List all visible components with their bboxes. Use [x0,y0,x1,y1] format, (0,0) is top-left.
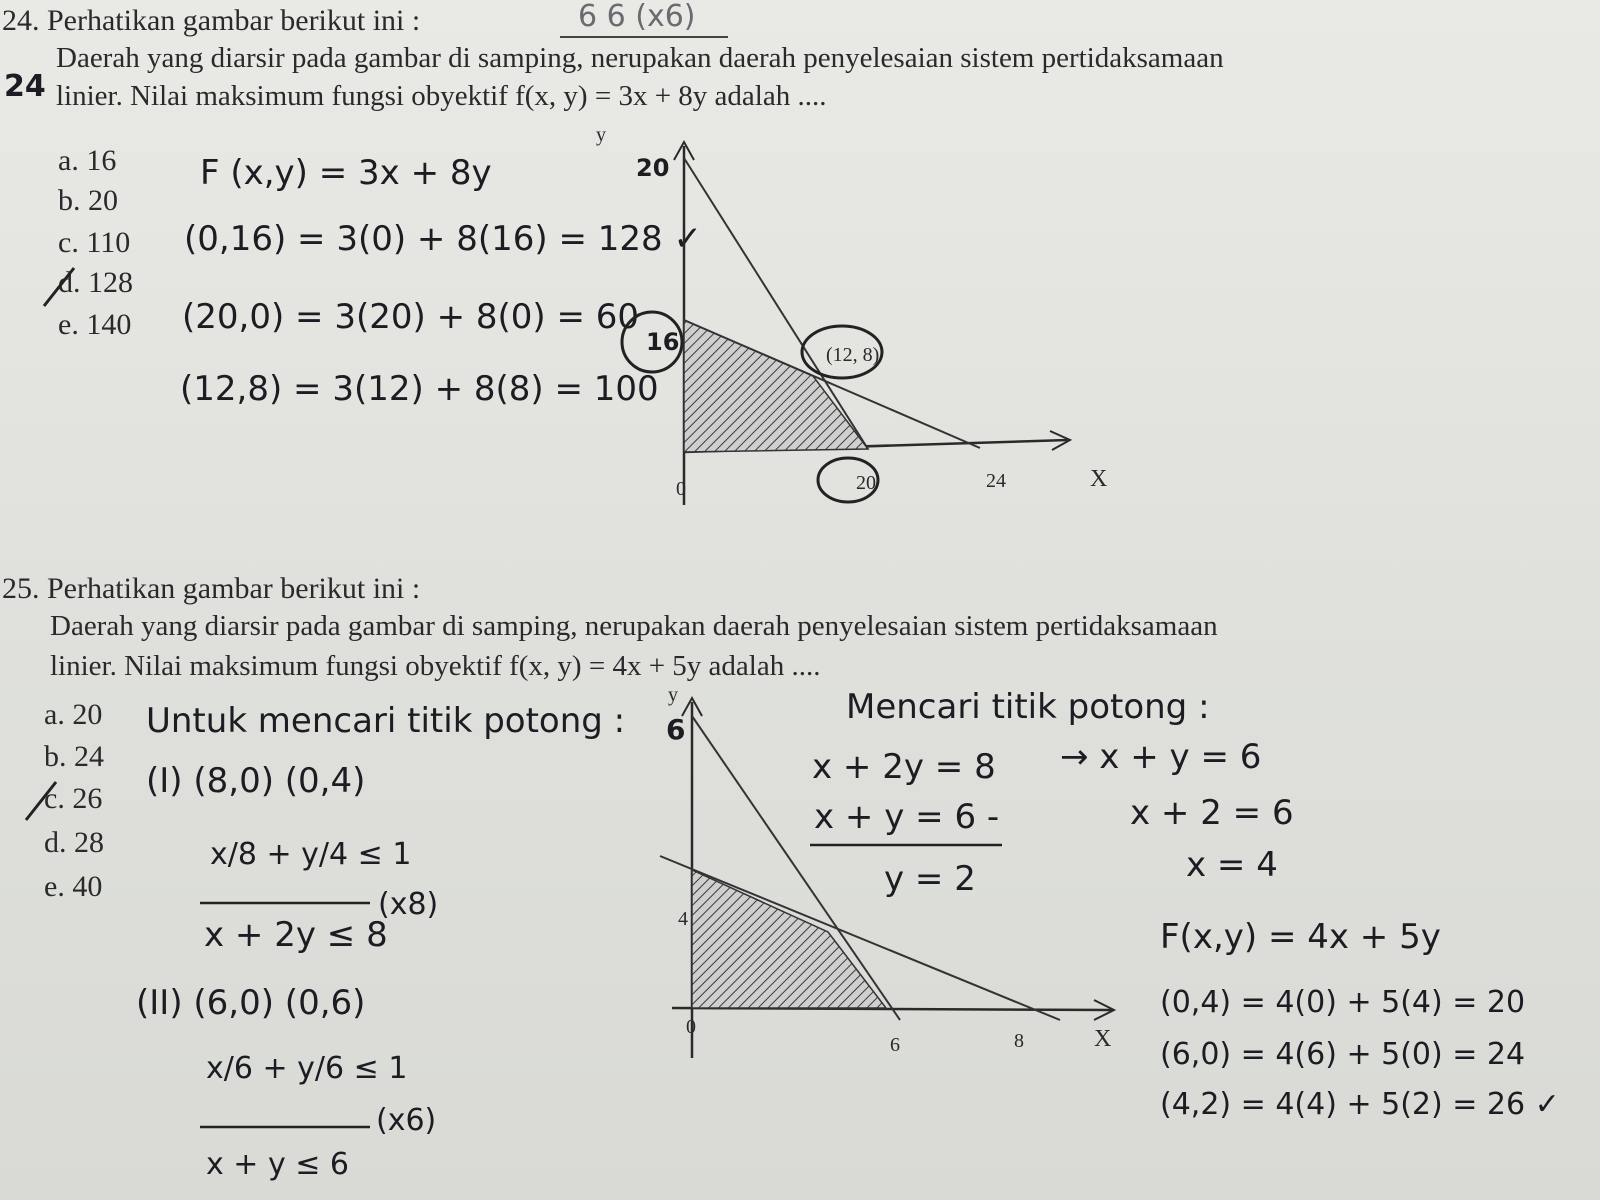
q25-option-a: a. 20 [44,698,103,731]
q25-option-d: d. 28 [44,826,104,859]
q24-option-d: d. 128 [58,266,133,299]
q25-work-ii-multiplier: (x6) [376,1103,437,1138]
q25-option-e: e. 40 [44,870,103,903]
q25-question-line2: linier. Nilai maksimum fungsi obyektif f(x, y) = 4x + 5y adalah .... [50,650,821,682]
q24-x-tick-24: 24 [986,470,1006,492]
q24-shaded-region [684,320,868,452]
q24-point-label: (12, 8) [826,344,880,366]
q25-x-tick-0: 0 [686,1016,696,1038]
q24-y-tick-16: 16 [646,328,680,356]
q24-option-b: b. 20 [58,184,118,217]
q25-x-tick-8: 8 [1014,1030,1024,1052]
q25-mid-eq2: x + y = 6 - [814,797,1000,837]
q25-option-c: c. 26 [44,782,103,815]
q25-work-i-divider [200,900,380,906]
q25-work-ii-divider [200,1124,380,1130]
q24-x-tick-0: 0 [676,478,686,500]
q24-option-a: a. 16 [58,144,117,177]
q24-work-line1: F (x,y) = 3x + 8y [200,153,492,193]
q25-option-c-check-mark [22,776,62,826]
q24-y-axis-label: y [596,124,606,146]
q25-right-e1: (0,4) = 4(0) + 5(4) = 20 [1160,985,1526,1020]
q25-shaded-region [692,870,886,1008]
q25-mid-result: y = 2 [884,859,976,899]
q25-work-i-multiplier: (x8) [378,887,439,922]
q25-y-tick-6: 6 [666,713,686,746]
q25-right-f: F(x,y) = 4x + 5y [1160,917,1441,957]
q25-work-i-result: x + 2y ≤ 8 [204,915,388,955]
q25-mid-title: Mencari titik potong : [846,687,1210,727]
q24-work-line2: (0,16) = 3(0) + 8(16) = 128 ✓ [184,219,702,259]
q24-question-line2: linier. Nilai maksimum fungsi obyektif f(x, y) = 3x + 8y adalah .... [56,80,827,112]
q25-mid-eq1: x + 2y = 8 [812,747,996,787]
q24-margin-number: 24 [4,69,46,104]
q25-right-e3: (4,2) = 4(4) + 5(2) = 26 ✓ [1160,1087,1560,1122]
q24-y-tick-20: 20 [636,154,670,182]
q25-option-b: b. 24 [44,740,104,773]
q25-right-r1: → x + y = 6 [1060,737,1262,777]
q25-y-tick-4: 4 [678,908,688,930]
q25-work-ii-fraction: x/6 + y/6 ≤ 1 [206,1051,408,1086]
q25-x-tick-6: 6 [890,1034,900,1056]
q24-header: 24. Perhatikan gambar berikut ini : [2,4,421,37]
q25-header: 25. Perhatikan gambar berikut ini : [2,572,421,605]
q25-work-i-points: (I) (8,0) (0,4) [146,761,366,801]
q25-work-ii-result: x + y ≤ 6 [206,1147,350,1182]
q24-x-axis-label: X [1090,466,1108,492]
q25-x-axis-label: X [1094,1026,1112,1052]
q24-header-underline [560,34,730,40]
q25-work-title: Untuk mencari titik potong : [146,701,626,741]
q25-right-r2: x + 2 = 6 [1130,793,1294,833]
q24-work-line4: (12,8) = 3(12) + 8(8) = 100 [180,369,659,409]
q24-x-tick-20: 20 [856,472,876,494]
q25-question-line1: Daerah yang diarsir pada gambar di samping, nerupakan daerah penyelesaian sistem pertidaksamaan [50,610,1218,642]
q24-option-c: c. 110 [58,226,131,259]
q24-header-scribble: 6 6 (x6) [578,0,696,34]
q24-question-line1: Daerah yang diarsir pada gambar di samping, nerupakan daerah penyelesaian sistem pertidaksamaan [56,42,1224,74]
q24-work-line3: (20,0) = 3(20) + 8(0) = 60 [182,297,640,337]
q25-right-r3: x = 4 [1186,845,1278,885]
q25-work-i-fraction: x/8 + y/4 ≤ 1 [210,837,412,872]
q24-option-e: e. 140 [58,308,132,341]
q25-y-axis-label: y [668,684,678,706]
q25-work-ii-points: (II) (6,0) (0,6) [136,983,366,1023]
q24-graph [600,120,1100,520]
q25-right-e2: (6,0) = 4(6) + 5(0) = 24 [1160,1037,1526,1072]
q25-mid-divider [810,842,1010,848]
q24-option-d-check-mark [40,262,80,312]
